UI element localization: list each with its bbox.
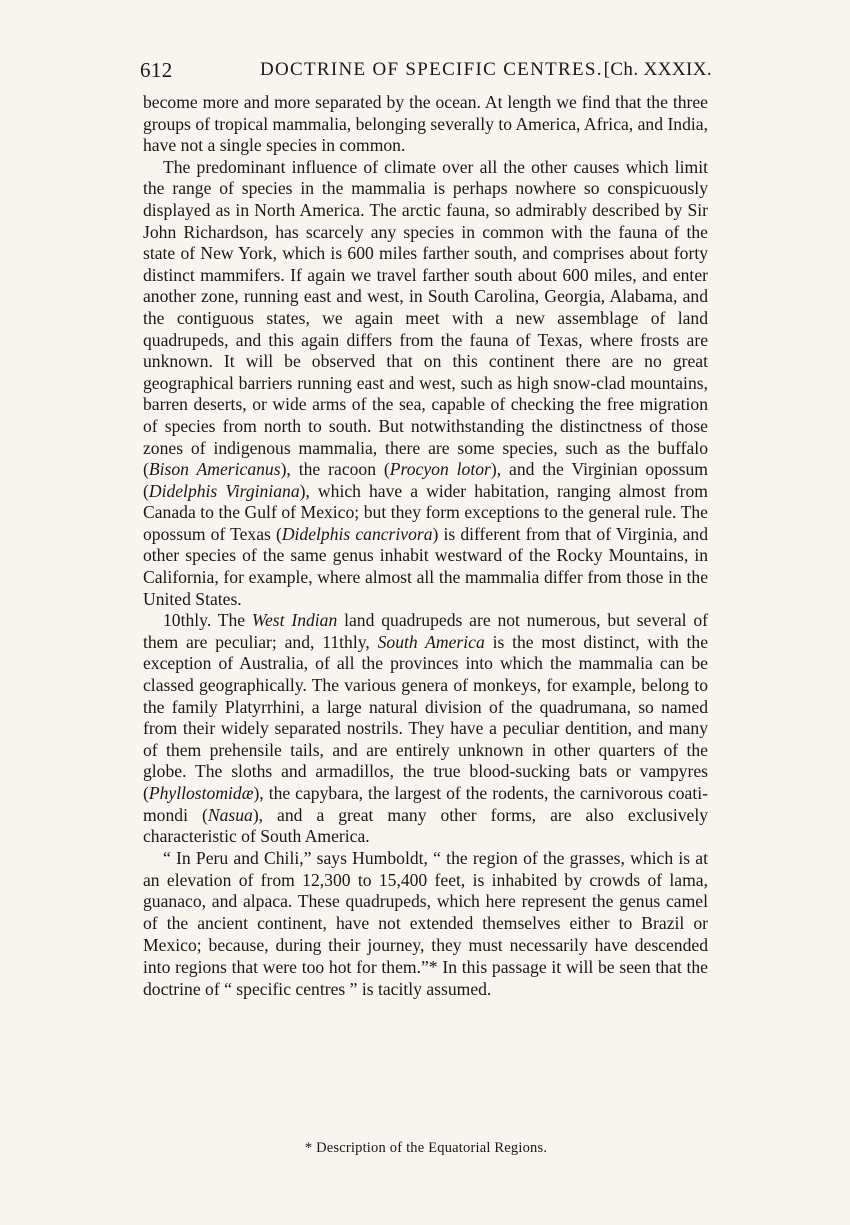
footnote: * Description of the Equatorial Regions. [304,1140,548,1156]
running-head: DOCTRINE OF SPECIFIC CENTRES. [260,59,603,80]
body-text [143,92,708,1000]
paragraph-continued: become more and more separated by the ocean. At length we find that the three groups of tropical mammalia, belonging severally to America, Africa, and India, have not a single species in common. [143,92,708,156]
paragraph-west-indian-south-america: 10thly. The West Indian land quadrupeds are not numerous, but several of them are peculiar; and, 11thly, South America is the most distinct, with the exception of Australia, of all the provinces into which the mammalia can be classed geographically. The various genera of monkeys, for example, belong to the family Platyrrhini, a large natural division of the quadrumana, so named from their widely separated nostrils. They have a peculiar dentition, and many of them prehensile tails, and are entirely unknown in other quarters of the globe. The sloths and armadillos, the true blood-sucking bats or vampyres (Phyllostomidæ), the capybara, the largest of the rodents, the carnivorous coati-mondi (Nasua), and a great many other forms, are also exclusively characteristic of South America. [143,610,709,847]
paragraph-climate-influence: The predominant influence of climate over all the other causes which limit the range of species in the mammalia is perhaps nowhere so conspicuously displayed as in North America. The arctic fauna, so admirably described by Sir John Richardson, has scarcely any species in common with the fauna of the state of New York, which is 600 miles farther south, and comprises about forty distinct mammifers. If again we travel farther south about 600 miles, and enter another zone, running east and west, in South Carolina, Georgia, Alabama, and the contiguous states, we again meet with a new assemblage of land quadrupeds, and this again differs from the fauna of Texas, where frosts are unknown. It will be observed that on this continent there are no great geographical barriers running east and west, such as high snow-clad mountains, barren deserts, or wide arms of the sea, capable of checking the free migration of species from north to south. But notwithstanding the distinctness of those zones of indigenous mammalia, there are some species, such as the buffalo (Bison Americanus), the racoon (Procyon lotor), and the Virginian opossum (Didelphis Virginiana), which have a wider habitation, ranging almost from Canada to the Gulf of Mexico; but they form exceptions to the general rule. The opossum of Texas (Didelphis cancrivora) is different from that of Virginia, and other species of the same genus inhabit westward of the Rocky Mountains, in California, for example, where almost all the mammalia differ from those in the United States. [143,156,709,609]
paragraph-humboldt-quote: “ In Peru and Chili,” says Humboldt, “ the region of the grasses, which is at an elevation of from 12,300 to 15,400 feet, is inhabited by crowds of lama, guanaco, and alpaca. These quadrupeds, which here represent the genus camel of the ancient continent, have not extended themselves either to Brazil or Mexico; because, during their journey, they must necessarily have descended into regions that were too hot for them.”* In this passage it will be seen that the doctrine of “ specific centres ” is tacitly assumed. [143,847,708,999]
chapter-reference: [Ch. XXXIX. [603,59,712,80]
page-header [140,58,712,86]
page-number: 612 [140,58,173,82]
